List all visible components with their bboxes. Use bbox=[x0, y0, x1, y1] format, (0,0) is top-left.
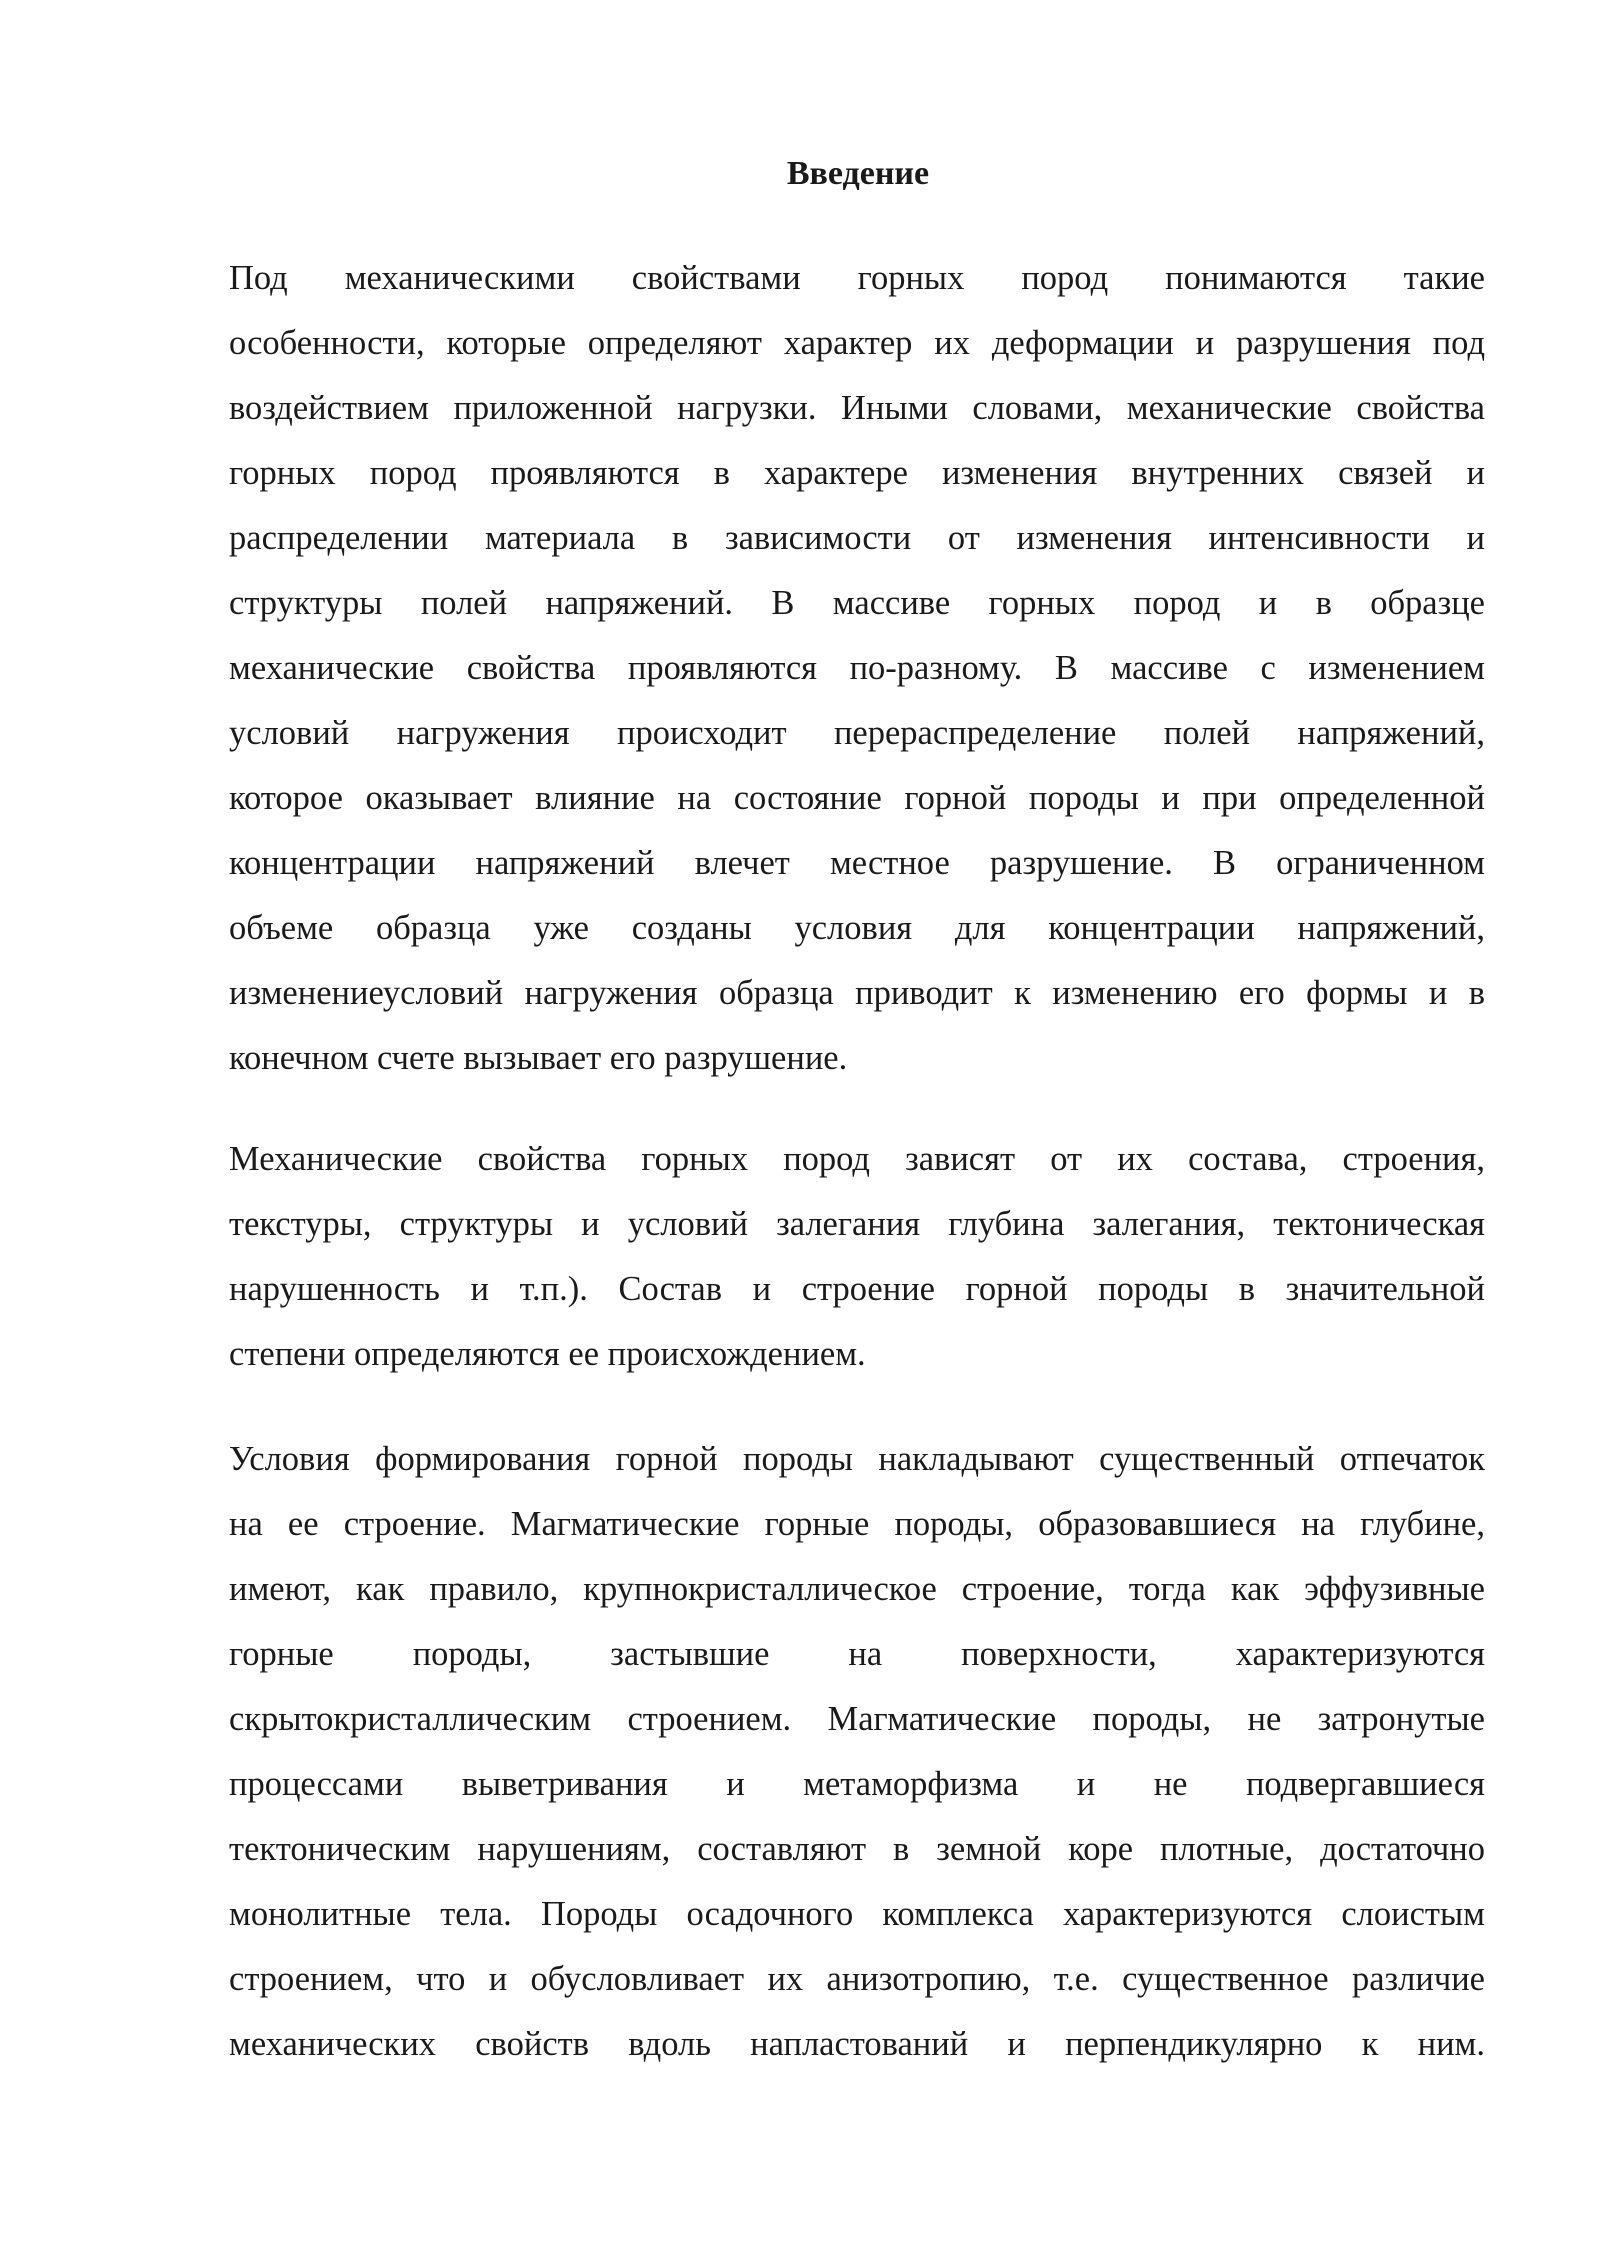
text-line: степени определяются ее происхождением. bbox=[229, 1335, 866, 1373]
text-line: нарушенность и т.п.). Состав и строение горной породы в значительной bbox=[229, 1270, 1485, 1308]
text-line: монолитные тела. Породы осадочного комплекса характеризуются слоистым bbox=[229, 1895, 1485, 1933]
paragraph-2 bbox=[229, 1127, 1485, 1387]
text-line: механические свойства проявляются по-разному. В массиве с изменением bbox=[229, 649, 1485, 687]
text-line: структуры полей напряжений. В массиве горных пород и в образце bbox=[229, 584, 1485, 622]
paragraph-3 bbox=[229, 1427, 1485, 2077]
text-line: изменениеусловий нагружения образца приводит к изменению его формы и в bbox=[229, 974, 1485, 1012]
text-line: концентрации напряжений влечет местное разрушение. В ограниченном bbox=[229, 844, 1485, 882]
text-line: воздействием приложенной нагрузки. Иными словами, механические свойства bbox=[229, 389, 1485, 427]
text-line: процессами выветривания и метаморфизма и не подвергавшиеся bbox=[229, 1765, 1485, 1803]
text-line: которое оказывает влияние на состояние горной породы и при определенной bbox=[229, 779, 1485, 817]
text-line: механических свойств вдоль напластований и перпендикулярно к ним. bbox=[229, 2025, 1485, 2063]
text-line: имеют, как правило, крупнокристаллическое строение, тогда как эффузивные bbox=[229, 1570, 1485, 1608]
text-line: строением, что и обусловливает их анизотропию, т.е. существенное различие bbox=[229, 1960, 1485, 1998]
text-line: Механические свойства горных пород зависят от их состава, строения, bbox=[229, 1140, 1485, 1178]
text-line: скрытокристаллическим строением. Магматические породы, не затронутые bbox=[229, 1700, 1485, 1738]
text-line: Под механическими свойствами горных пород понимаются такие bbox=[229, 259, 1485, 297]
text-line: распределении материала в зависимости от изменения интенсивности и bbox=[229, 519, 1485, 557]
text-line: текстуры, структуры и условий залегания глубина залегания, тектоническая bbox=[229, 1205, 1485, 1243]
text-line: горные породы, застывшие на поверхности, характеризуются bbox=[229, 1635, 1485, 1673]
paragraph-1 bbox=[229, 246, 1485, 1091]
text-line: горных пород проявляются в характере изменения внутренних связей и bbox=[229, 454, 1485, 492]
text-line: условий нагружения происходит перераспределение полей напряжений, bbox=[229, 714, 1485, 752]
page-title: Введение bbox=[786, 155, 930, 192]
text-line: Условия формирования горной породы накладывают существенный отпечаток bbox=[229, 1440, 1485, 1478]
text-line: объеме образца уже созданы условия для концентрации напряжений, bbox=[229, 909, 1485, 947]
text-line: особенности, которые определяют характер их деформации и разрушения под bbox=[229, 324, 1485, 362]
text-line: конечном счете вызывает его разрушение. bbox=[229, 1039, 848, 1077]
text-line: на ее строение. Магматические горные породы, образовавшиеся на глубине, bbox=[229, 1505, 1485, 1543]
text-line: тектоническим нарушениям, составляют в земной коре плотные, достаточно bbox=[229, 1830, 1485, 1868]
